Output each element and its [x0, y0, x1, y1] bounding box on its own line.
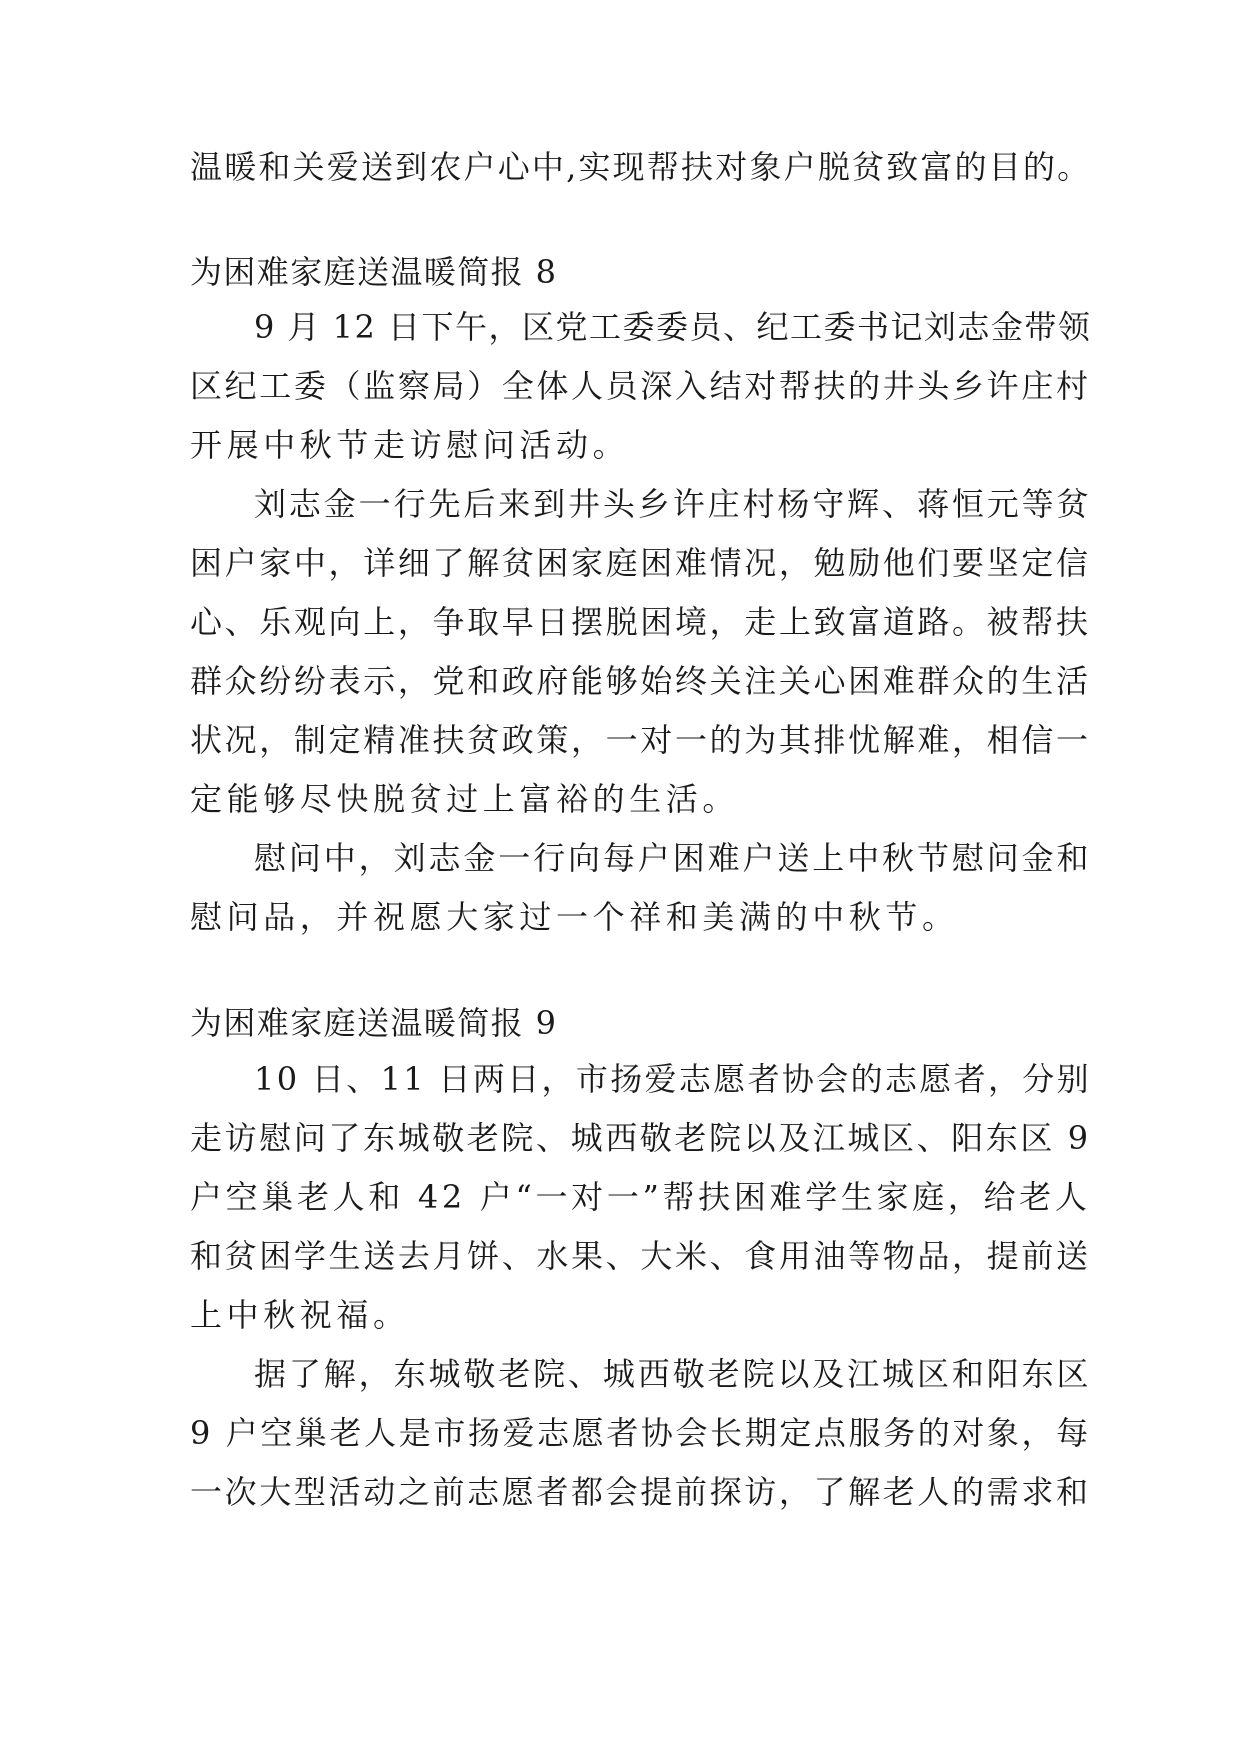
paragraph-line: 刘志金一行先后来到井头乡许庄村杨守辉、蒋恒元等贫: [254, 485, 1092, 523]
intro-paragraph-line: 温暖和关爱送到农户心中,实现帮扶对象户脱贫致富的目的。: [190, 148, 1092, 186]
paragraph-line: 一次大型活动之前志愿者都会提前探访，了解老人的需求和: [190, 1473, 1091, 1511]
paragraph-line: 开展中秋节走访慰问活动。: [190, 426, 630, 464]
section-heading-8: 为困难家庭送温暖简报 8: [190, 253, 558, 291]
paragraph-line: 据了解，东城敬老院、城西敬老院以及江城区和阳东区: [254, 1355, 1092, 1393]
paragraph-line: 上中秋祝福。: [190, 1296, 410, 1334]
paragraph-line: 区纪工委（监察局）全体人员深入结对帮扶的井头乡许庄村: [190, 367, 1091, 405]
paragraph-line: 9 户空巢老人是市扬爱志愿者协会长期定点服务的对象，每: [190, 1414, 1091, 1452]
paragraph-line: 户空巢老人和 42 户“一对一”帮扶困难学生家庭，给老人: [190, 1178, 1091, 1216]
paragraph-line: 慰问品，并祝愿大家过一个祥和美满的中秋节。: [190, 898, 959, 936]
paragraph-line: 走访慰问了东城敬老院、城西敬老院以及江城区、阳东区 9: [190, 1119, 1091, 1157]
section-heading-9: 为困难家庭送温暖简报 9: [190, 1004, 558, 1042]
paragraph-line: 困户家中，详细了解贫困家庭困难情况，勉励他们要坚定信: [190, 544, 1091, 582]
paragraph-line: 心、乐观向上，争取早日摆脱困境，走上致富道路。被帮扶: [190, 603, 1091, 641]
paragraph-line: 9 月 12 日下午，区党工委委员、纪工委书记刘志金带领: [254, 308, 1092, 346]
paragraph-line: 10 日、11 日两日，市扬爱志愿者协会的志愿者，分别: [254, 1060, 1091, 1098]
paragraph-line: 群众纷纷表示，党和政府能够始终关注关心困难群众的生活: [190, 662, 1091, 700]
paragraph-line: 定能够尽快脱贫过上富裕的生活。: [190, 780, 740, 818]
paragraph-line: 慰问中，刘志金一行向每户困难户送上中秋节慰问金和: [254, 839, 1092, 877]
paragraph-line: 和贫困学生送去月饼、水果、大米、食用油等物品，提前送: [190, 1237, 1091, 1275]
paragraph-line: 状况，制定精准扶贫政策，一对一的为其排忧解难，相信一: [190, 721, 1091, 759]
